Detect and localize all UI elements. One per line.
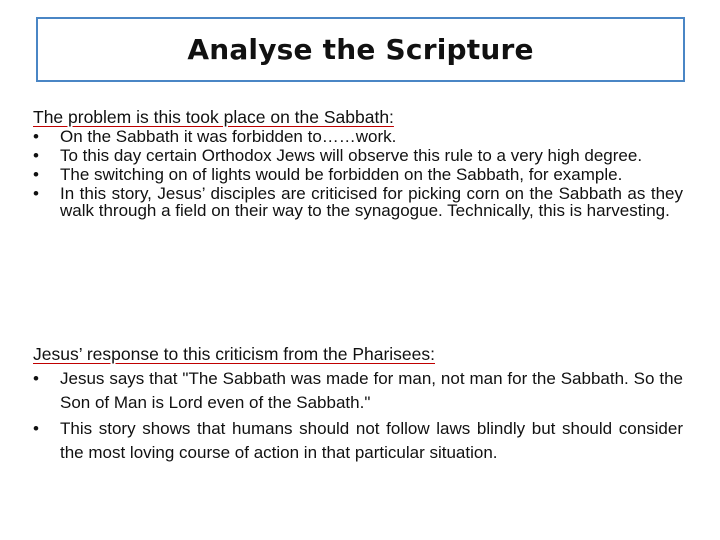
bullet-text: Jesus says that "The Sabbath was made for man, not man for the Sabbath. So the Son of Man is Lord even of the Sabbath." xyxy=(60,369,683,412)
bullet-icon: • xyxy=(33,127,39,146)
bullet-icon: • xyxy=(33,184,39,203)
bullet-icon: • xyxy=(33,369,39,388)
response-heading: Jesus’ response to this criticism from the Pharisees: xyxy=(33,344,435,364)
title-box xyxy=(36,17,685,82)
response-bullet-item xyxy=(33,417,683,464)
problem-heading: The problem is this took place on the Sabbath: xyxy=(33,107,394,127)
bullet-text: In this story, Jesus’ disciples are criticised for picking corn on the Sabbath as they walk through a field on their way to the synagogue. Technically, this is harvesting. xyxy=(60,184,683,220)
problem-section xyxy=(33,108,683,221)
bullet-text: On the Sabbath it was forbidden to……work. xyxy=(60,127,397,146)
bullet-icon: • xyxy=(33,419,39,438)
problem-bullet-item xyxy=(33,185,683,219)
bullet-text: The switching on of lights would be forbidden on the Sabbath, for example. xyxy=(60,165,623,184)
slide-title: Analyse the Scripture xyxy=(187,33,534,66)
response-bullet-list xyxy=(33,367,683,464)
bullet-icon: • xyxy=(33,165,39,184)
response-section xyxy=(33,342,683,467)
problem-bullet-item xyxy=(33,147,683,164)
bullet-text: This story shows that humans should not follow laws blindly but should consider the most loving course of action in that particular situation. xyxy=(60,419,683,462)
bullet-icon: • xyxy=(33,146,39,165)
response-bullet-item xyxy=(33,367,683,414)
problem-bullet-item xyxy=(33,128,683,145)
problem-bullet-item xyxy=(33,166,683,183)
bullet-text: To this day certain Orthodox Jews will observe this rule to a very high degree. xyxy=(60,146,643,165)
problem-bullet-list xyxy=(33,128,683,219)
